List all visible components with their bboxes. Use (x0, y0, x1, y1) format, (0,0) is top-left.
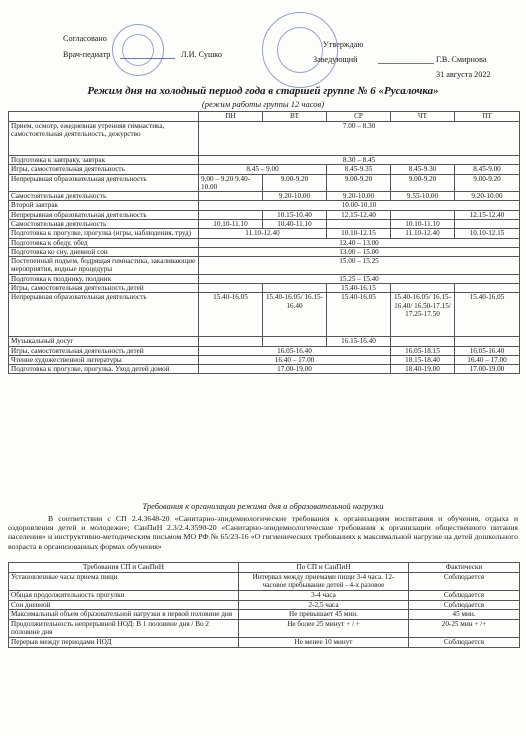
time-cell (455, 219, 520, 228)
time-cell (455, 337, 520, 346)
time-cell (263, 337, 327, 346)
time-cell (327, 219, 391, 228)
time-cell: 15.40-16.05 (199, 293, 263, 337)
activity-cell: Прием, осмотр, ежедневная утренняя гимнастика, самостоятельная деятельность, дежурство (9, 122, 199, 156)
table-row (9, 610, 520, 620)
fact-cell: 20-25 мин + /+ (409, 619, 520, 637)
table-row (9, 192, 520, 201)
time-cell: 15.40-16.15 (327, 283, 391, 292)
req-cell: Перерыв между периодами НОД (9, 638, 239, 648)
activity-cell: Подготовка к прогулке, прогулка. Уход детей домой (9, 365, 199, 374)
table-row (9, 590, 520, 600)
time-cell: 15.00 – 15.25 (199, 257, 520, 275)
table-row (9, 257, 520, 275)
time-cell: 7.00 – 8.30 (199, 122, 520, 156)
activity-cell: Непрерывная образовательная деятельность (9, 174, 199, 192)
activity-cell: Подготовка к полднику, полдник (9, 274, 199, 283)
time-cell (391, 337, 455, 346)
activity-header (9, 112, 199, 122)
time-cell (199, 210, 263, 219)
time-cell: 12.15-12.40 (327, 210, 391, 219)
fact-cell: Соблюдается (409, 572, 520, 590)
time-cell: 16.40 – 17.00 (455, 355, 520, 364)
table-header-row (9, 112, 520, 122)
time-cell: 11.10-12.40 (199, 229, 327, 238)
norm-header: По СП и СанПиН (239, 563, 409, 573)
day-header: ПН (199, 112, 263, 122)
time-cell: 18.15-18.40 (391, 355, 455, 364)
table-row (9, 293, 520, 337)
table-row (9, 572, 520, 590)
time-cell (455, 283, 520, 292)
table-row (9, 165, 520, 174)
req-cell: Общая продолжительность прогулки (9, 590, 239, 600)
table-row (9, 619, 520, 637)
activity-cell: Второй завтрак (9, 201, 199, 210)
table-row (9, 355, 520, 364)
time-cell: 16.05-18.15 (391, 346, 455, 355)
table-row (9, 638, 520, 648)
head-signature (378, 63, 434, 64)
time-cell: 9.20-10.00 (327, 192, 391, 201)
activity-cell: Самостоятельная деятельность (9, 219, 199, 228)
right-stamp-inner (277, 27, 323, 73)
table-row (9, 174, 520, 192)
approval-date: 31 августа 2022 (436, 70, 491, 79)
schedule-table (8, 111, 520, 374)
activity-cell: Непрерывная образовательная деятельность (9, 210, 199, 219)
fact-cell: Соблюдается (409, 638, 520, 648)
norm-cell: Не более 25 минут + / + (239, 619, 409, 637)
time-cell: 10.10-12.15 (327, 229, 391, 238)
time-cell: 9.00-9.20 (455, 174, 520, 192)
norm-cell: 3-4 часа (239, 590, 409, 600)
time-cell: 15.40-16.05/ 16.15-16.40 (263, 293, 327, 337)
activity-cell: Игры, самостоятельная деятельность детей (9, 283, 199, 292)
req-cell: Продолжительность непрерывной НОД: В 1 половине дня / Во 2 половине дня (9, 619, 239, 637)
norm-cell: 2-2,5 часа (239, 600, 409, 610)
time-cell (199, 337, 263, 346)
pediatrician-name: Л.И. Сушко (181, 50, 222, 59)
time-cell: 16.05-16.40 (455, 346, 520, 355)
table-row (9, 365, 520, 374)
time-cell: 8.45 – 9.00 (199, 165, 327, 174)
requirements-title: Требования к организации режима дня и образовательной нагрузки (142, 502, 384, 511)
activity-cell: Подготовка к завтраку, завтрак (9, 156, 199, 165)
time-cell: 11.10-12.40 (391, 229, 455, 238)
day-header: ВТ (263, 112, 327, 122)
table-row (9, 122, 520, 156)
table-row (9, 210, 520, 219)
page-title: Режим дня на холодный период года в старшей группе № 6 «Русалочка» (87, 85, 439, 97)
time-cell: 12.15-12.40 (455, 210, 520, 219)
time-cell: 15.40-16.05 (455, 293, 520, 337)
fact-cell: 45 мин. (409, 610, 520, 620)
approve-label: Утверждаю (323, 40, 364, 49)
time-cell: 8.45-9.35 (327, 165, 391, 174)
time-cell: 9.00-9.20 (263, 174, 327, 192)
time-cell: 16.40 – 17.00 (199, 355, 391, 364)
time-cell (391, 210, 455, 219)
table-row (9, 238, 520, 247)
time-cell: 10.40-11.10 (263, 219, 327, 228)
time-cell: 10.10-11.10 (199, 219, 263, 228)
time-cell: 13.00 – 15.00 (199, 247, 520, 256)
activity-cell: Игры, самостоятельная деятельность (9, 165, 199, 174)
time-cell: 12.40 – 13.00 (199, 238, 520, 247)
activity-cell: Постепенный подъем, бодрящая гимнастика, закаливающие мероприятия, водные процедуры (9, 257, 199, 275)
table-row (9, 247, 520, 256)
activity-cell: Самостоятельная деятельность (9, 192, 199, 201)
req-cell: Сон дневной (9, 600, 239, 610)
activity-cell: Игры, самостоятельная деятельность детей (9, 346, 199, 355)
time-cell: 16.15-16.40 (327, 337, 391, 346)
day-header: СР (327, 112, 391, 122)
time-cell (199, 192, 263, 201)
table-row (9, 156, 520, 165)
req-cell: Установленные часы приема пищи (9, 572, 239, 590)
time-cell (199, 283, 263, 292)
time-cell: 8.45-9.00 (455, 165, 520, 174)
time-cell: 10.10-12.15 (455, 229, 520, 238)
activity-cell: Чтение художественной литературы (9, 355, 199, 364)
req-cell: Максимальный объем образовательной нагрузки в первой половине дня (9, 610, 239, 620)
time-cell: 10.10-11.10 (391, 219, 455, 228)
time-cell: 15.40-16.05 (327, 293, 391, 337)
time-cell: 10.15-10.40 (263, 210, 327, 219)
time-cell (391, 283, 455, 292)
time-cell: 8.30 – 8.45 (199, 156, 520, 165)
time-cell: 10.00-10.10 (199, 201, 520, 210)
table-row (9, 219, 520, 228)
fact-header: Фактически (409, 563, 520, 573)
time-cell (263, 283, 327, 292)
time-cell: 17.00-19.00 (455, 365, 520, 374)
time-cell: 9.00-9.20 (327, 174, 391, 192)
norm-cell: Не менее 10 минут (239, 638, 409, 648)
activity-cell: Музыкальный досуг (9, 337, 199, 346)
req-header: Требования СП и СанПиН (9, 563, 239, 573)
time-cell: 15.25 – 15.40 (199, 274, 520, 283)
time-cell: 9.00 – 9.20 9.40-10.00 (199, 174, 263, 192)
time-cell: 15.40-16.05/ 16.15-16.40/ 16.50-17.15/ 17.25-17.50 (391, 293, 455, 337)
activity-cell: Непрерывная образовательная деятельность (9, 293, 199, 337)
table-row (9, 229, 520, 238)
activity-cell: Подготовка к прогулке, прогулка (игры, наблюдения, труд) (9, 229, 199, 238)
table-row (9, 337, 520, 346)
time-cell: 18.40-19.00 (391, 365, 455, 374)
activity-cell: Подготовка к обеду, обед (9, 238, 199, 247)
norm-cell: Не превышает 45 мин. (239, 610, 409, 620)
head-label: Заведующий (313, 55, 358, 64)
left-stamp-inner (122, 34, 154, 66)
table-row (9, 274, 520, 283)
requirements-text: В соответствии с СП 2.4.3648-20 «Санитарно-эпидемиологические требования к организациям воспитания и обучения, отдыха и оздоровления детей и молодежи»; СанПиН 2.3/2.4.3590-20 «Санитарно-эпидемиологические требования к организации общественного питания населения» и инструктивно-методическим письмом МО РФ № 65/23-16 «О гигиенических требованиях к максимальной нагрузке на детей дошкольного возраста в организованных формах обучения» (8, 514, 518, 551)
time-cell: 9.20-10.00 (263, 192, 327, 201)
activity-cell: Подготовка ко сну, дневной сон (9, 247, 199, 256)
table-row (9, 346, 520, 355)
fact-cell: Соблюдается (409, 590, 520, 600)
table-row (9, 283, 520, 292)
norm-cell: Интервал между приемами пищи 3-4 часа. 12-часовое пребывание детей - 4-х разовое (239, 572, 409, 590)
fact-cell: Соблюдается (409, 600, 520, 610)
requirements-table (8, 562, 520, 648)
table-row (9, 201, 520, 210)
time-cell: 9.20-10.00 (455, 192, 520, 201)
page-subtitle: (режим работы группы 12 часов) (201, 99, 325, 109)
table-header-row (9, 563, 520, 573)
time-cell: 16.05-16.40 (199, 346, 391, 355)
pediatrician-label: Врач-педиатр (63, 50, 111, 59)
table-row (9, 600, 520, 610)
time-cell: 9.00-9.20 (391, 174, 455, 192)
approved-label: Согласовано (63, 34, 107, 43)
time-cell: 9.55-10.00 (391, 192, 455, 201)
time-cell: 17.00-19.00 (199, 365, 391, 374)
day-header: ПТ (455, 112, 520, 122)
time-cell: 8.45-9.30 (391, 165, 455, 174)
day-header: ЧТ (391, 112, 455, 122)
head-name: Г.В. Смирнова (436, 55, 487, 64)
